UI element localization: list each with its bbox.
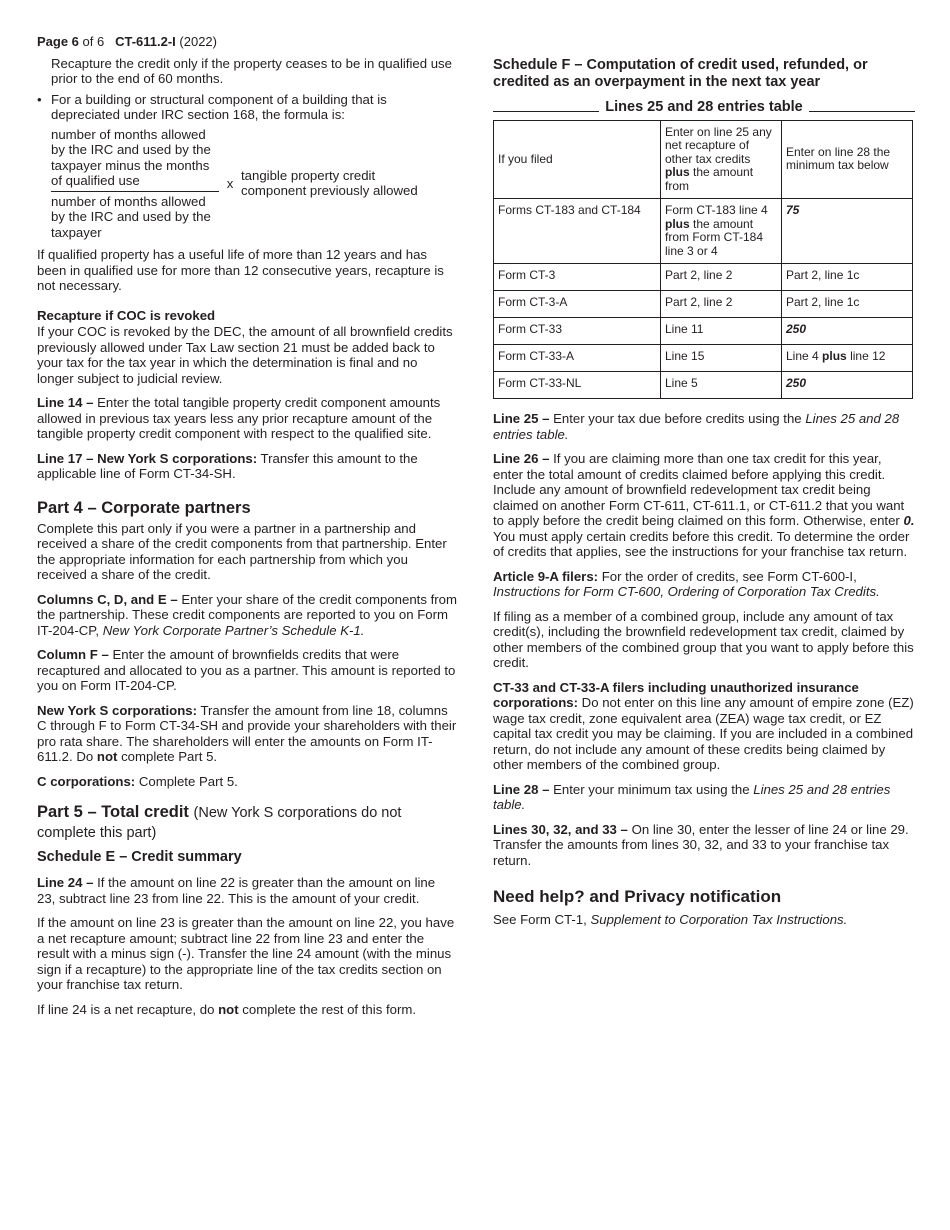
line17-instruction: [37, 451, 457, 482]
formula-times: x: [226, 175, 234, 191]
right-column: [493, 57, 915, 928]
c-corp-lead: C corporations:: [37, 773, 136, 789]
table-row: [494, 345, 913, 372]
article-9a-italic: Instructions for Form CT-600, Ordering of Corporation Tax Credits.: [493, 584, 880, 599]
line25-italic: Lines 25 and 28 entries table.: [493, 411, 900, 442]
table-row: [494, 264, 913, 291]
part4-text: Complete this part only if you were a partner in a partnership and received a share of the credit components from that partnership. Enter the appropriate information for each partnership from which you received a share of the credit.: [37, 520, 447, 582]
row4-filed: Form CT-33: [494, 318, 661, 345]
line26-lead: Line 26 –: [493, 451, 550, 466]
line25-text: Enter your tax due before credits using the: [553, 411, 802, 426]
line24-lead: Line 24 –: [37, 875, 94, 890]
row1-line25: [661, 199, 782, 264]
row3-line25: Part 2, line 2: [661, 291, 782, 318]
net-recapture-b: complete the rest of this form.: [242, 1001, 416, 1017]
line26-instruction: [493, 451, 915, 560]
row6-filed: Form CT-33-NL: [494, 372, 661, 399]
line28-lead: Line 28 –: [493, 781, 550, 797]
page-of: of 6: [82, 34, 105, 49]
need-help-heading: Need help? and Privacy notification: [493, 887, 782, 906]
line14-instruction: [37, 395, 457, 442]
page-label: Page 6: [37, 34, 79, 49]
line14-lead: Line 14 –: [37, 395, 94, 410]
bullet-text: For a building or structural component of a building that is depreciated under IRC section 168, the formula is:: [51, 91, 387, 122]
header-line28: Enter on line 28 the minimum tax below: [782, 120, 913, 199]
bullet-building: • For a building or structural component of a building that is depreciated under IRC section 168, the formula is:: [37, 92, 457, 123]
column-f-text: Enter the amount of brownfields credits that were recaptured and allocated to you as a partner. This amount is reported to you on Form IT-204-CP.: [37, 647, 456, 693]
formula-numerator: number of months allowed by the IRC and used by the taxpayer minus the months of qualified use: [51, 127, 219, 192]
form-id: CT-611.2-I: [115, 34, 176, 49]
need-help-text: [493, 912, 915, 928]
columns-cde-instruction: [37, 592, 457, 639]
ct33-instruction: [493, 680, 915, 773]
row6-line25: Line 5: [661, 372, 782, 399]
useful-life-text: If qualified property has a useful life of more than 12 years and has been in qualified use for more than 12 consecutive years, recapture is not necessary.: [37, 247, 444, 293]
row5-line28: [782, 345, 913, 372]
row1-line25-plus: plus: [665, 216, 690, 231]
columns-cde-lead: Columns C, D, and E –: [37, 591, 178, 607]
part5-note: (New York S corporations do not complete this part): [37, 805, 402, 841]
nys-lead: New York S corporations:: [37, 702, 197, 718]
lines-30-33-text: On line 30, enter the lesser of line 24 or line 29. Transfer the amounts from lines 30, 32, and 33 to your franchise tax return.: [493, 821, 909, 868]
line25-instruction: [493, 411, 915, 442]
table-row: [494, 372, 913, 399]
row4-line25: Line 11: [661, 318, 782, 345]
form-year: (2022): [179, 34, 217, 49]
row1-line28: 75: [782, 199, 913, 264]
header-line25-plus: plus: [665, 165, 690, 179]
column-f-lead: Column F –: [37, 647, 109, 662]
table-row: [494, 291, 913, 318]
line26-zero: 0.: [903, 513, 915, 528]
formula-denominator: number of months allowed by the IRC and used by the taxpayer: [51, 193, 211, 240]
ct33-lead: CT-33 and CT-33-A filers including unauthorized insurance corporations:: [493, 679, 859, 710]
row6-line28: 250: [782, 372, 913, 399]
schedule-e-heading: Schedule E – Credit summary: [37, 849, 242, 865]
row2-line25: Part 2, line 2: [661, 264, 782, 291]
row1-line25-a: Form CT-183 line 4: [665, 203, 768, 217]
line28-instruction: [493, 782, 915, 813]
column-f-instruction: [37, 647, 457, 694]
row5-filed: Form CT-33-A: [494, 345, 661, 372]
net-recapture-note: [37, 1002, 457, 1018]
columns-cde-italic: New York Corporate Partner’s Schedule K-1.: [102, 622, 365, 638]
line14-text: Enter the total tangible property credit component amounts allowed in previous tax years less any prior recapture amount of the tangible property credit component with respect to the qualified site.: [37, 395, 441, 441]
formula-factor: tangible property credit component previously allowed: [241, 167, 418, 199]
schedule-f-heading: Schedule F – Computation of credit used, refunded, or credited as an overpayment in the next tax year: [493, 57, 868, 90]
columns-cde-text: Enter your share of the credit components from the partnership. These credit components are reported to you on Form IT-204-CP,: [37, 591, 457, 638]
line25-lead: Line 25 –: [493, 411, 550, 426]
left-column: [37, 34, 457, 1026]
line17-text: Transfer this amount to the applicable line of Form CT-34-SH.: [37, 450, 418, 481]
lines-30-33-lead: Lines 30, 32, and 33 –: [493, 821, 628, 837]
header-line25-a: Enter on line 25 any net recapture of other tax credits: [665, 124, 772, 166]
recapture-formula: [37, 127, 457, 241]
help-italic: Supplement to Corporation Tax Instructions.: [590, 912, 848, 927]
line17-lead: Line 17 – New York S corporations:: [37, 450, 258, 466]
row5-line28-plus: plus: [822, 349, 847, 363]
lines-25-28-table: [493, 120, 913, 400]
c-corp-text: Complete Part 5.: [138, 773, 238, 789]
row4-line28: 250: [782, 318, 913, 345]
lines-30-33-instruction: [493, 822, 915, 869]
part5-heading: [37, 803, 457, 843]
row1-filed: Forms CT-183 and CT-184: [494, 199, 661, 264]
header-line25: [661, 120, 782, 199]
row2-line28: Part 2, line 1c: [782, 264, 913, 291]
row5-line28-c: line 12: [850, 349, 886, 363]
header-line25-c: the amount from: [665, 165, 754, 193]
article-9a-text: For the order of credits, see Form CT-600-I,: [601, 568, 857, 584]
ct33-text: Do not enter on this line any amount of empire zone (EZ) wage tax credit, zone equivalent area (ZEA) wage tax credit, or EZ capital tax credit you may be claiming. If you are included in a combined return, do not include any amount of these credits being claimed by other members of the combined group.: [493, 695, 914, 772]
nys-end: complete Part 5.: [121, 749, 218, 764]
page-header: [37, 34, 457, 50]
header-if-you-filed: If you filed: [494, 120, 661, 199]
row5-line25: Line 15: [661, 345, 782, 372]
line26-end: You must apply certain credits before this credit. To determine the order of credits that applies, see the instructions for your franchise tax return.: [493, 528, 910, 559]
coc-heading: Recapture if COC is revoked: [37, 307, 216, 323]
table-header-row: [494, 120, 913, 199]
nys-text: Transfer the amount from line 18, columns C through F to Form CT-34-SH and provide your shareholders with their pro rata share. The shareholders will enter the amounts on Form IT-611.2. Do: [37, 702, 457, 764]
line28-text: Enter your minimum tax using the: [553, 781, 750, 797]
coc-text: If your COC is revoked by the DEC, the amount of all brownfield credits previously allowed under Tax Law section 21 must be added back to your tax for the tax year in which the determination is final and no longer subject to judicial review.: [37, 324, 453, 386]
row1-line25-c: the amount from Form CT-184 line 3 or 4: [665, 216, 764, 258]
line28-italic: Lines 25 and 28 entries table.: [493, 781, 891, 812]
table-title: Lines 25 and 28 entries table: [605, 99, 803, 115]
article-9a-instruction: [493, 569, 915, 600]
row2-filed: Form CT-3: [494, 264, 661, 291]
net-recapture-a: If line 24 is a net recapture, do: [37, 1001, 215, 1017]
net-recapture-not: not: [218, 1001, 239, 1017]
combined-group-text: If filing as a member of a combined group, include any amount of tax credit(s), including the brownfield redevelopment tax credit, claimed by other members of the combined group that you want to apply before this credit.: [493, 608, 914, 670]
part5-title: Part 5 – Total credit: [37, 803, 189, 821]
line26-text: If you are claiming more than one tax credit for this year, enter the total amount of credits claimed before applying this credit. Include any amount of brownfield redevelopment tax credit being claimed on another Form CT-611, CT-611.1, or CT-611.2 that you want to apply before the credit being claimed on this form. Otherwise, enter: [493, 451, 905, 528]
line24-text: If the amount on line 22 is greater than the amount on line 23, subtract line 23 from line 22. This is the amount of your credit.: [37, 875, 436, 906]
table-title-row: [493, 100, 915, 116]
recapture-intro: Recapture the credit only if the property ceases to be in qualified use prior to the end of 60 months.: [51, 55, 452, 86]
help-text: See Form CT-1,: [493, 912, 587, 927]
row3-line28: Part 2, line 1c: [782, 291, 913, 318]
part4-heading: Part 4 – Corporate partners: [37, 498, 251, 517]
row5-line28-a: Line 4: [786, 349, 819, 363]
table-row: [494, 318, 913, 345]
article-9a-lead: Article 9-A filers:: [493, 568, 599, 584]
net-recapture-text: If the amount on line 23 is greater than the amount on line 22, you have a net recapture amount; subtract line 22 from line 23 and enter the result with a minus sign (-). Transfer the line 24 amount (with the minus sign if a recapture) to the appropriate line of the tax credits section on your franchise tax return.: [37, 915, 455, 992]
c-corporations-instruction: [37, 774, 457, 790]
nys-corporations-instruction: [37, 703, 457, 765]
row3-filed: Form CT-3-A: [494, 291, 661, 318]
line24-instruction: [37, 875, 457, 906]
table-row: [494, 199, 913, 264]
nys-not: not: [96, 749, 118, 764]
